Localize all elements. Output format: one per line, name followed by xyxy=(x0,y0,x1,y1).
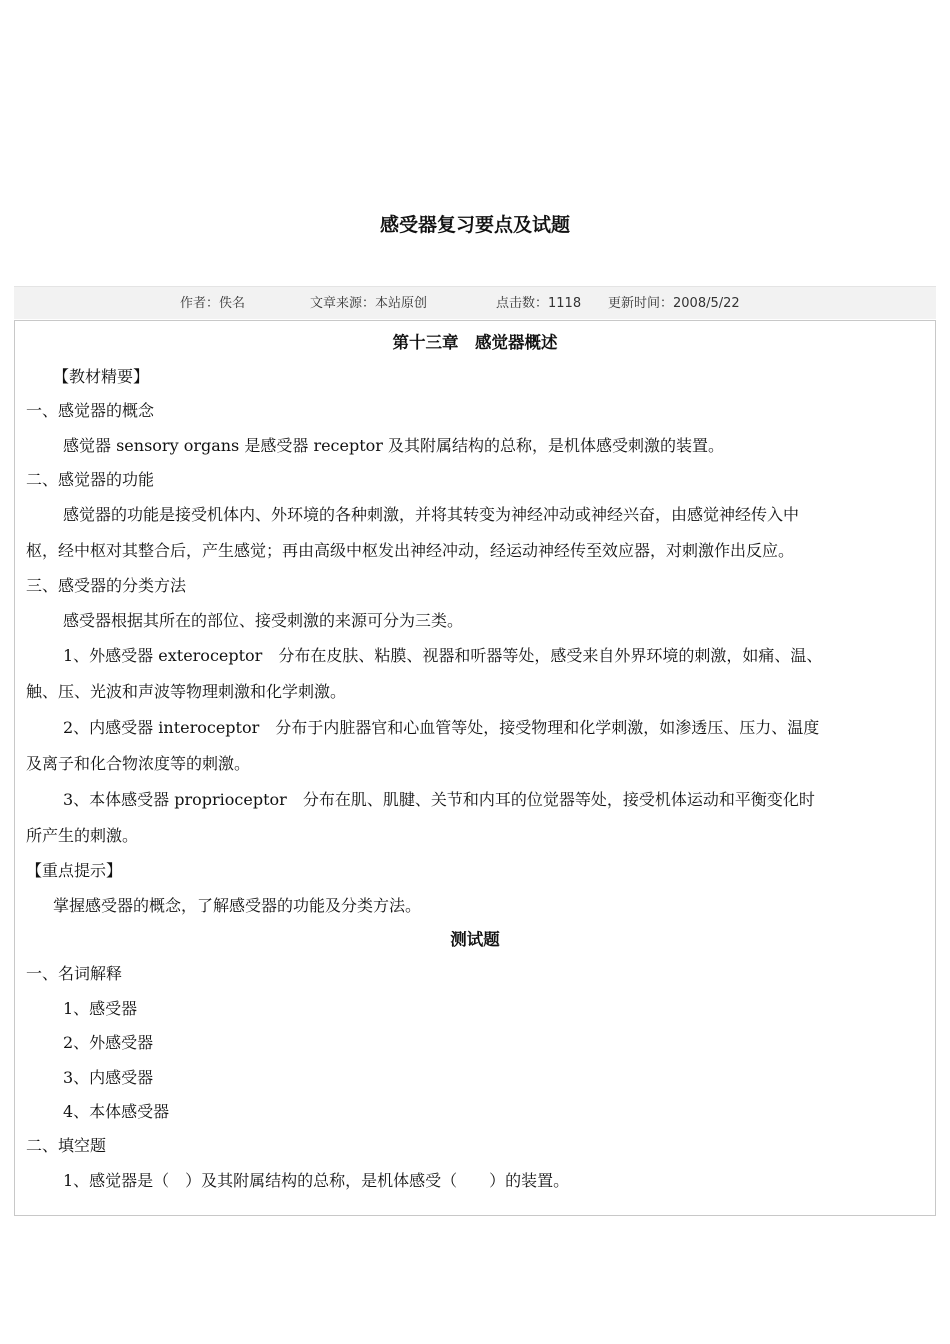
term-item: 3、内感受器 xyxy=(63,1068,154,1087)
section-1-text: 感觉器 sensory organs 是感受器 receptor 及其附属结构的总称，是机体感受刺激的装置。 xyxy=(63,436,725,455)
article-meta-bar xyxy=(14,286,936,319)
click-count-value: 1118 xyxy=(548,296,582,311)
page-title: 感受器复习要点及试题 xyxy=(379,214,570,236)
section-3-item-1-line-1: 1、外感受器 exteroceptor 分布在皮肤、粘膜、视器和听器等处，感受来自外界环境的刺激，如痛、温、 xyxy=(63,646,823,665)
article-content xyxy=(14,320,936,1216)
section-3-item-1-line-2: 触、压、光波和声波等物理刺激和化学刺激。 xyxy=(26,682,347,701)
updated-label: 更新时间： xyxy=(608,296,674,311)
updated-value: 2008/5/22 xyxy=(673,296,740,311)
author: 作者：佚名 xyxy=(180,296,246,311)
section-3-intro: 感受器根据其所在的部位、接受刺激的来源可分为三类。 xyxy=(63,611,464,630)
section-3-heading: 三、感受器的分类方法 xyxy=(26,576,187,595)
term-item: 2、外感受器 xyxy=(63,1033,154,1052)
section-2-text-line-1: 感觉器的功能是接受机体内、外环境的各种刺激，并将其转变为神经冲动或神经兴奋，由感觉神经传入中 xyxy=(63,505,800,524)
key-points-text: 掌握感受器的概念，了解感受器的功能及分类方法。 xyxy=(53,896,422,915)
question-1-heading: 一、名词解释 xyxy=(26,964,123,983)
chapter-heading: 第十三章 感觉器概述 xyxy=(392,333,558,352)
source: 文章来源：本站原创 xyxy=(310,296,428,311)
question-2-heading: 二、填空题 xyxy=(26,1136,107,1155)
section-3-item-3-line-2: 所产生的刺激。 xyxy=(26,826,139,845)
section-2-text-line-2: 枢，经中枢对其整合后，产生感觉；再由高级中枢发出神经冲动，经运动神经传至效应器，对刺激作出反应。 xyxy=(26,541,795,560)
term-item: 1、感受器 xyxy=(63,999,138,1018)
updated-time xyxy=(608,292,740,311)
section-1-heading: 一、感觉器的概念 xyxy=(26,401,155,420)
click-count-label: 点击数： xyxy=(496,296,549,311)
section-3-item-3-line-1: 3、本体感受器 proprioceptor 分布在肌、肌腱、关节和内耳的位觉器等处，接受机体运动和平衡变化时 xyxy=(63,790,815,809)
click-count xyxy=(496,292,581,311)
key-points-heading: 【重点提示】 xyxy=(26,861,123,880)
section-3-item-2-line-1: 2、内感受器 interoceptor 分布于内脏器官和心血管等处，接受物理和化学刺激，如渗透压、压力、温度 xyxy=(63,718,820,737)
fill-blank-item-1: 1、感觉器是（ ）及其附属结构的总称，是机体感受（ ）的装置。 xyxy=(63,1171,570,1190)
section-3-item-2-line-2: 及离子和化合物浓度等的刺激。 xyxy=(26,754,251,773)
term-item: 4、本体感受器 xyxy=(63,1102,170,1121)
summary-heading: 【教材精要】 xyxy=(53,367,150,386)
section-2-heading: 二、感觉器的功能 xyxy=(26,470,155,489)
test-heading: 测试题 xyxy=(450,930,500,949)
